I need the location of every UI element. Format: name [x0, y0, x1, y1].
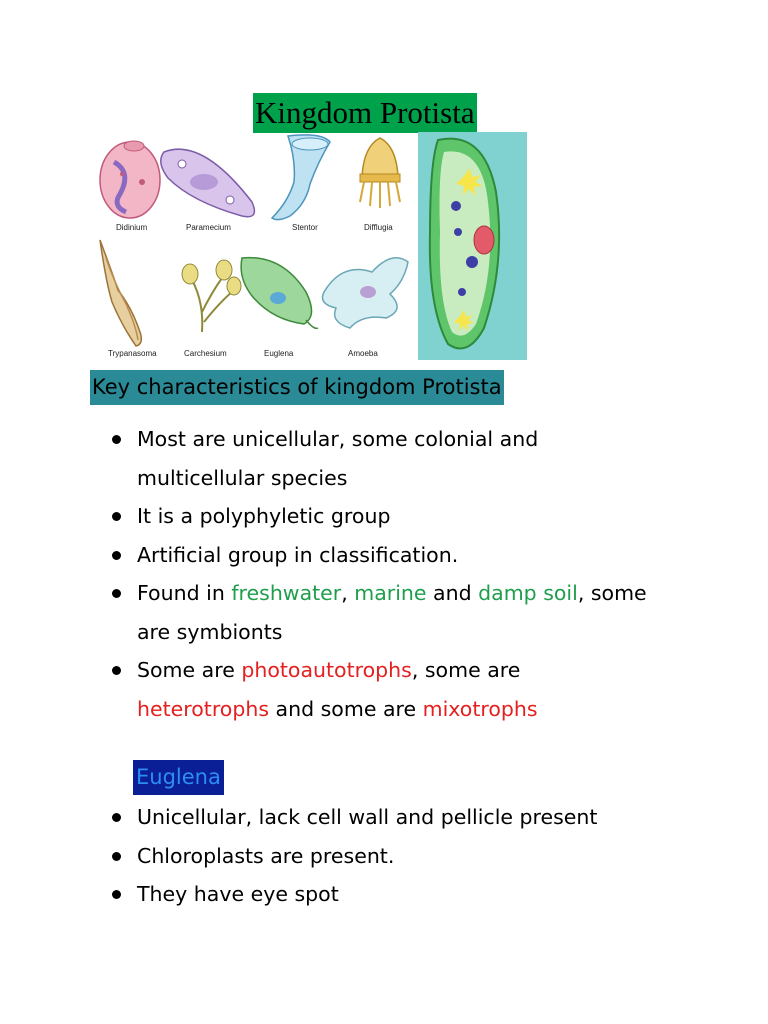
bullet-icon — [112, 589, 121, 598]
list-item — [112, 574, 652, 651]
euglena-points-list — [112, 798, 672, 914]
habitat-term: damp soil — [478, 581, 578, 605]
bullet-icon — [112, 813, 121, 822]
list-item — [112, 536, 652, 575]
paramecium-illustration — [161, 149, 255, 217]
bullet-icon — [112, 890, 121, 899]
figure-label: Stentor — [292, 223, 318, 232]
list-item — [112, 651, 652, 728]
nutrition-term: heterotrophs — [137, 696, 270, 721]
list-item — [112, 798, 672, 837]
list-item-text: Found in — [137, 581, 232, 605]
carchesium-illustration — [182, 260, 241, 332]
list-item-text: and some are — [269, 696, 423, 721]
difflugia-illustration — [360, 138, 400, 208]
bullet-icon — [112, 512, 121, 521]
large-cell-illustration — [418, 132, 527, 360]
list-item-text: Some are — [137, 658, 242, 682]
figure-label: Didinium — [116, 223, 148, 232]
bullet-icon — [112, 666, 121, 675]
list-item-text: , some are symbionts — [137, 581, 647, 644]
figure-label: Amoeba — [348, 349, 378, 358]
list-item-text: , some are — [411, 658, 521, 682]
nutrition-term: mixotrophs — [422, 696, 538, 721]
list-item-text: Unicellular, lack cell wall and pellicle present — [137, 805, 598, 829]
stentor-illustration — [272, 135, 330, 220]
list-item-text: It is a polyphyletic group — [137, 504, 391, 528]
list-item — [112, 497, 652, 536]
figure-label: Paramecium — [186, 223, 231, 232]
habitat-term: marine — [354, 581, 427, 605]
list-item — [112, 875, 672, 914]
figure-label: Euglena — [264, 349, 294, 358]
list-item-text: Most are unicellular, some colonial and multicellular species — [137, 427, 539, 490]
protista-figure — [92, 132, 527, 360]
list-item — [112, 837, 672, 876]
amoeba-illustration — [323, 258, 409, 328]
habitat-term: freshwater — [231, 581, 342, 605]
bullet-icon — [112, 852, 121, 861]
figure-label: Trypanasoma — [108, 349, 157, 358]
euglena-heading: Euglena — [133, 760, 224, 795]
list-item-text: and — [426, 581, 479, 605]
trypanasoma-illustration — [100, 240, 141, 346]
nutrition-term: photoautotrophs — [241, 658, 412, 682]
figure-label: Difflugia — [364, 223, 393, 232]
euglena-illustration — [241, 258, 318, 329]
figure-label: Carchesium — [184, 349, 227, 358]
characteristics-list — [112, 420, 652, 728]
list-item-text: Artificial group in classification. — [137, 542, 459, 567]
list-item-text: They have eye spot — [137, 882, 339, 906]
key-characteristics-heading: Key characteristics of kingdom Protista — [90, 370, 504, 405]
bullet-icon — [112, 551, 121, 560]
didinium-illustration — [100, 141, 160, 218]
page-title: Kingdom Protista — [253, 93, 477, 133]
bullet-icon — [112, 435, 121, 444]
list-item-text: Chloroplasts are present. — [137, 843, 395, 868]
list-item — [112, 420, 652, 497]
list-item-text: , — [341, 581, 355, 605]
